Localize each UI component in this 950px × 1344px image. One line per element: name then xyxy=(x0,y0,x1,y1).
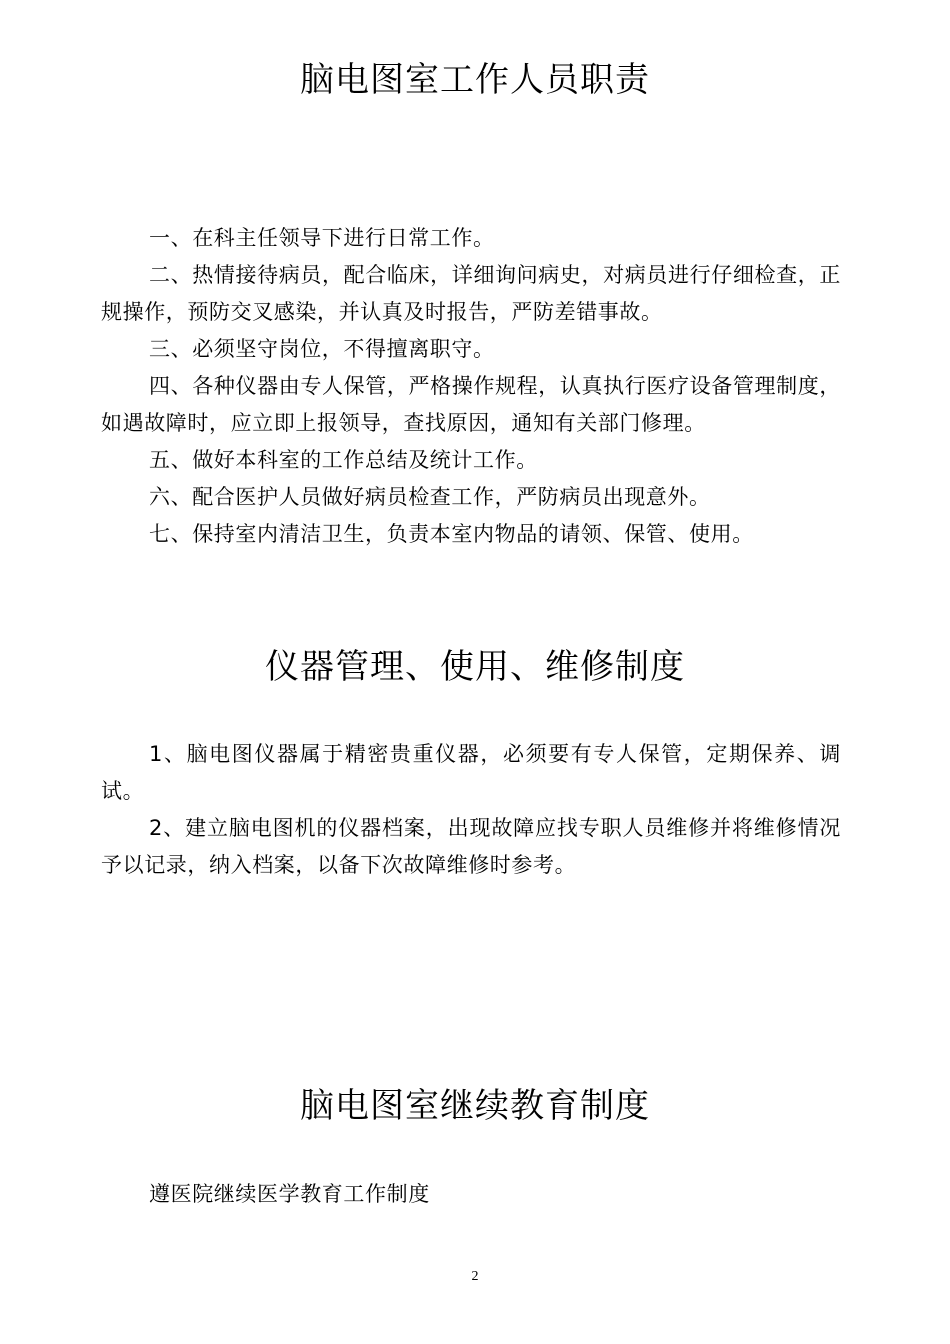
section-1-item-4: 四、各种仪器由专人保管，严格操作规程，认真执行医疗设备管理制度，如遇故障时，应立即上报领导，查找原因，通知有关部门修理。 xyxy=(101,374,841,435)
section-1-item-6: 六、配合医护人员做好病员检查工作，严防病员出现意外。 xyxy=(149,485,711,509)
page-number: 2 xyxy=(471,1269,479,1284)
section-1-title: 脑电图室工作人员职责 xyxy=(300,60,650,100)
section-1-item-2: 二、热情接待病员，配合临床，详细询问病史，对病员进行仔细检查，正规操作，预防交叉感染，并认真及时报告，严防差错事故。 xyxy=(101,263,841,324)
section-3-title: 脑电图室继续教育制度 xyxy=(300,1086,650,1126)
section-1-item-7: 七、保持室内清洁卫生，负责本室内物品的请领、保管、使用。 xyxy=(149,522,754,546)
section-3-subtitle: 遵医院继续医学教育工作制度 xyxy=(149,1182,430,1206)
section-1-item-5: 五、做好本科室的工作总结及统计工作。 xyxy=(149,448,538,472)
section-1-item-3: 三、必须坚守岗位，不得擅离职守。 xyxy=(149,337,495,361)
section-2-item-1: 1、脑电图仪器属于精密贵重仪器，必须要有专人保管，定期保养、调试。 xyxy=(101,742,841,803)
section-1-item-1: 一、在科主任领导下进行日常工作。 xyxy=(149,226,495,250)
section-2-title: 仪器管理、使用、维修制度 xyxy=(265,647,685,687)
section-2-item-2: 2、建立脑电图机的仪器档案，出现故障应找专职人员维修并将维修情况予以记录，纳入档案，以备下次故障维修时参考。 xyxy=(101,816,841,877)
